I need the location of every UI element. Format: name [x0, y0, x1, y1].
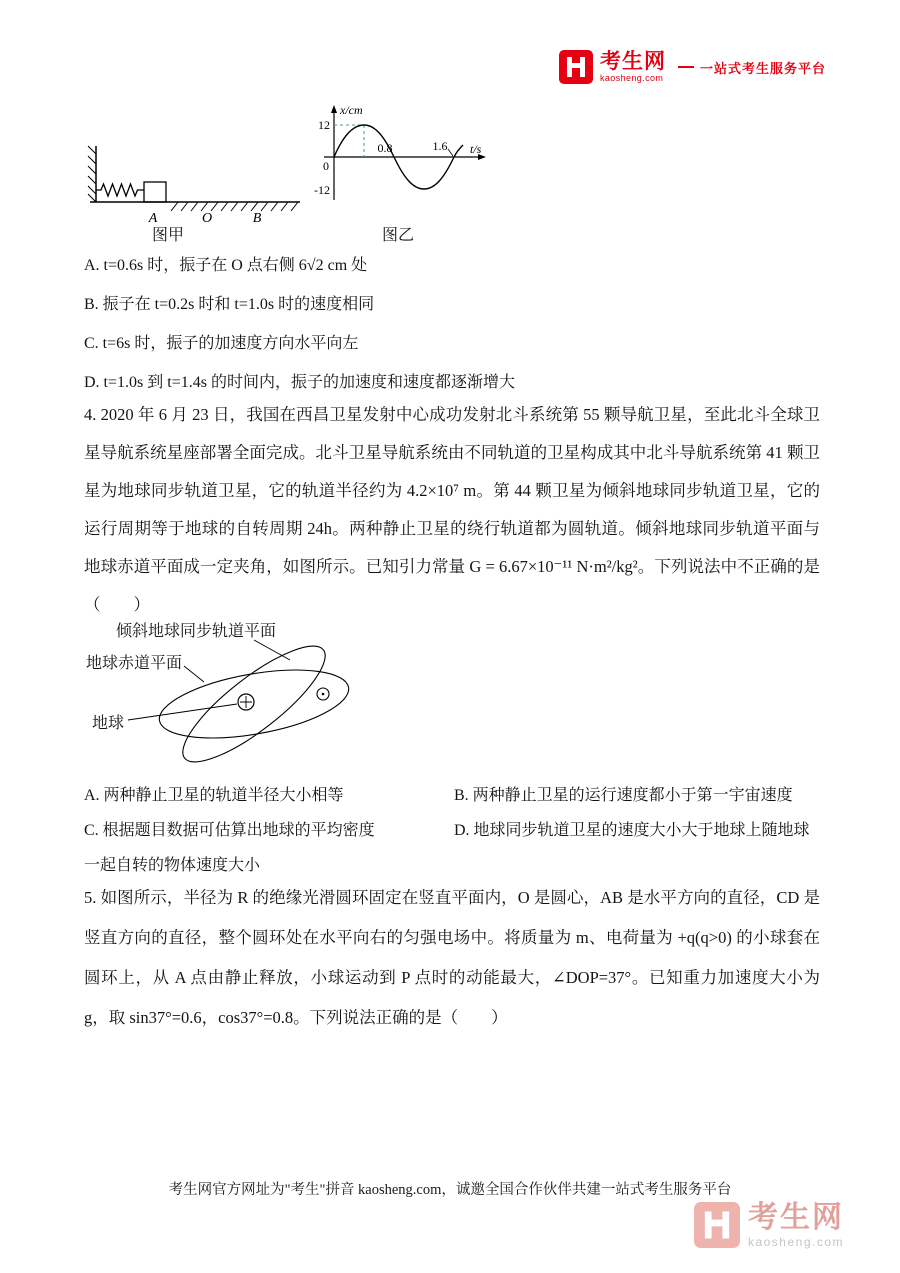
logo-domain-text: kaosheng.com: [599, 73, 664, 83]
tick-t-end: 1.6: [432, 139, 448, 153]
t-axis-label: t/s: [470, 142, 482, 156]
point-o-label: O: [201, 211, 213, 225]
ground-hatch: [171, 202, 298, 211]
y-axis-arrow: [331, 105, 337, 113]
point-b-label: B: [252, 211, 262, 225]
logo-tagline: 一站式考生服务平台: [699, 60, 826, 76]
q5-text: 5. 如图所示，半径为 R 的绝缘光滑圆环固定在竖直平面内，O 是圆心，AB 是水平方向的直径，CD 是竖直方向的直径，整个圆环处在水平向右的匀强电场中。将质量为 m、电荷量为 +q(q>0) 的小球套在圆环上，从 A 点由静止释放，小球运动到 P 点时的动能最大，∠DOP=37°。已知重力加速度大小为 g，取 sin37°=0.6，cos37°=0.8。下列说法正确的是（ ）: [84, 888, 820, 1027]
dashed-guides: [334, 125, 364, 157]
watermark-text-block: [747, 1200, 844, 1249]
spring-shape: [96, 184, 145, 196]
logo-brand-text: 考生网: [599, 50, 666, 73]
watermark-logo-icon: [694, 1202, 740, 1248]
q4-option-d: D. 地球同步轨道卫星的速度大小大于地球上随地球: [454, 822, 810, 839]
q4-option-d-continuation: 一起自转的物体速度大小: [84, 857, 261, 874]
pointer-line-earth: [128, 704, 237, 720]
logo-text-block: [600, 51, 666, 83]
q3-option-a: A. t=0.6s 时，振子在 O 点右侧 6√2 cm 处: [84, 257, 368, 274]
watermark-brand: 考生网: [747, 1200, 844, 1234]
figure-orbits: [84, 612, 374, 784]
logo-dash-divider: [678, 66, 694, 68]
tick-y-min: -12: [314, 183, 330, 197]
q3-option-d: D. t=1.0s 到 t=1.4s 的时间内，振子的加速度和速度都逐渐增大: [84, 374, 515, 391]
watermark: [694, 1202, 844, 1248]
point-a-label: A: [148, 211, 158, 225]
block-shape: [144, 182, 166, 202]
q3-option-c: C. t=6s 时，振子的加速度方向水平向左: [84, 335, 359, 352]
footer-text: 考生网官方网址为"考生"拼音 kaosheng.com，诚邀全国合作伙伴共建一站式考生服务平台: [168, 1182, 732, 1198]
tick-origin: 0: [323, 159, 329, 173]
caption-figure-yi: 图乙: [381, 227, 414, 244]
wall-hatch: [88, 146, 96, 202]
orbit-label-earth: 地球: [92, 715, 125, 732]
q4-option-c: C. 根据题目数据可估算出地球的平均密度: [84, 822, 375, 839]
tick-y-max: 12: [318, 118, 330, 132]
kaosheng-logo-icon: [559, 50, 593, 84]
y-axis-label: x/cm: [340, 103, 363, 117]
pointer-line-inclined: [254, 640, 290, 660]
tick-t-mid: 0.8: [377, 141, 393, 155]
q4-text: 4. 2020 年 6 月 23 日，我国在西昌卫星发射中心成功发射北斗系统第 55 颗导航卫星，至此北斗全球卫星导航系统星座部署全面完成。北斗卫星导航系统由不同轨道的卫星构成其中北斗导航系统第 41 颗卫星为地球同步轨道卫星，它的轨道半径约为 4.2×10⁷ m。第 44 颗卫星为倾斜地球同步轨道卫星，它的运行周期等于地球的自转周期 24h。两种静止卫星的绕行轨道都为圆轨道。倾斜地球同步轨道平面与地球赤道平面成一定夹角，如图所示。已知引力常量 G = 6.67×10⁻¹¹ N·m²/kg²。下列说法中不正确的是（ ）: [84, 405, 820, 614]
q4-option-b: B. 两种静止卫星的运行速度都小于第一宇宙速度: [454, 787, 793, 804]
satellite-dot: [322, 693, 325, 696]
q3-options: [84, 246, 824, 402]
q4-option-a: A. 两种静止卫星的轨道半径大小相等: [84, 787, 344, 804]
q3-option-b: B. 振子在 t=0.2s 时和 t=1.0s 时的速度相同: [84, 296, 375, 313]
site-logo: [559, 50, 826, 84]
figure-spring-oscillator: [82, 140, 307, 225]
t-end-pointer: [448, 149, 453, 156]
pointer-line-equatorial: [184, 666, 204, 682]
figure-displacement-graph: [312, 100, 497, 222]
q3-figures: [82, 98, 542, 252]
orbit-label-equatorial: 地球赤道平面: [86, 655, 183, 672]
watermark-domain: kaosheng.com: [747, 1234, 844, 1249]
q4-options: [84, 778, 828, 848]
caption-figure-jia: 图甲: [151, 227, 184, 244]
orbit-label-inclined: 倾斜地球同步轨道平面: [116, 623, 277, 640]
